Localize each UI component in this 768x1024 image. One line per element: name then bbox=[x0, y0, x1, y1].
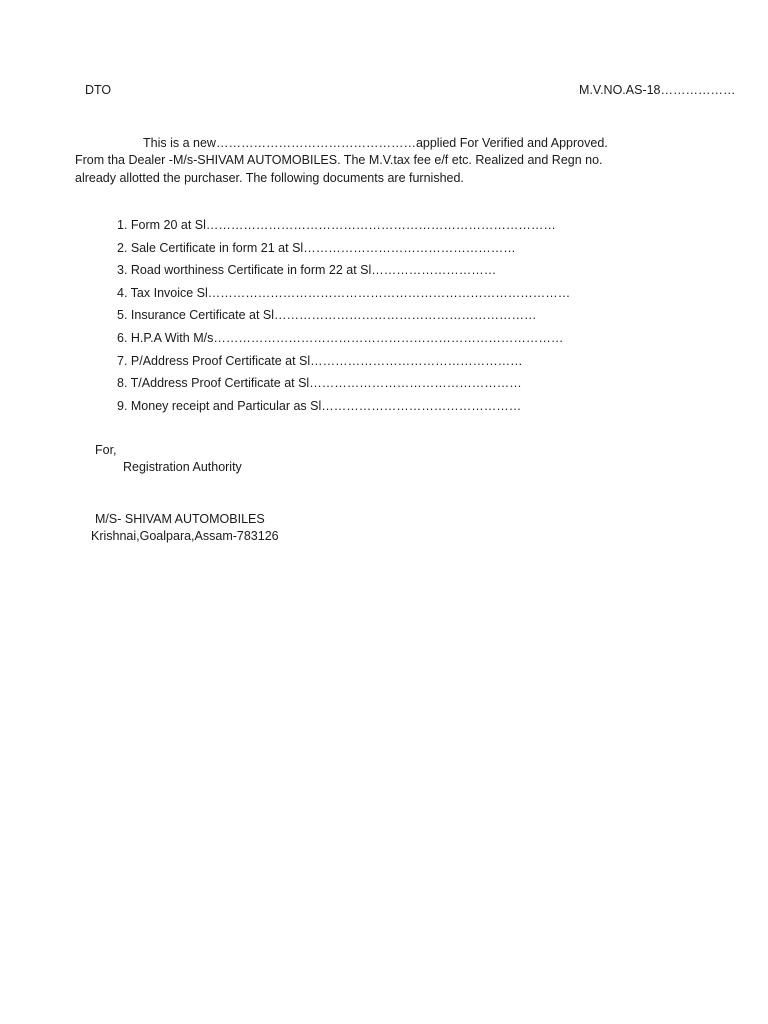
signature-firm-name: M/S- SHIVAM AUTOMOBILES bbox=[95, 512, 265, 526]
intro-line-3: already allotted the purchaser. The following documents are furnished. bbox=[75, 171, 464, 185]
closing-authority: Registration Authority bbox=[123, 460, 242, 474]
document-item: 9. Money receipt and Particular as Sl………………………………………… bbox=[117, 398, 522, 413]
document-item: 5. Insurance Certificate at Sl……………………………………………………… bbox=[117, 308, 537, 323]
header-vehicle-number: M.V.NO.AS-18……………… bbox=[579, 83, 736, 97]
signature-address: Krishnai,Goalpara,Assam-783126 bbox=[91, 529, 279, 543]
closing-for-label: For, bbox=[95, 443, 117, 457]
documents-list bbox=[117, 217, 570, 420]
intro-line-1: This is a new…………………………………………applied For Verified and Approved. bbox=[143, 136, 608, 150]
document-item: 6. H.P.A With M/s………………………………………………………………………… bbox=[117, 330, 564, 345]
header-office: DTO bbox=[85, 83, 112, 97]
document-item: 8. T/Address Proof Certificate at Sl…………………………………………… bbox=[117, 376, 522, 391]
document-item: 4. Tax Invoice Sl…………………………………………………………………………… bbox=[117, 285, 571, 300]
intro-line-2: From tha Dealer -M/s-SHIVAM AUTOMOBILES. The M.V.tax fee e/f etc. Realized and Regn no. bbox=[75, 153, 603, 167]
document-item: 7. P/Address Proof Certificate at Sl…………………………………………… bbox=[117, 353, 523, 368]
document-item: 1. Form 20 at Sl………………………………………………………………………… bbox=[117, 218, 556, 232]
document-item: 3. Road worthiness Certificate in form 22 at Sl………………………… bbox=[117, 263, 497, 278]
document-item: 2. Sale Certificate in form 21 at Sl…………………………………………… bbox=[117, 240, 516, 255]
